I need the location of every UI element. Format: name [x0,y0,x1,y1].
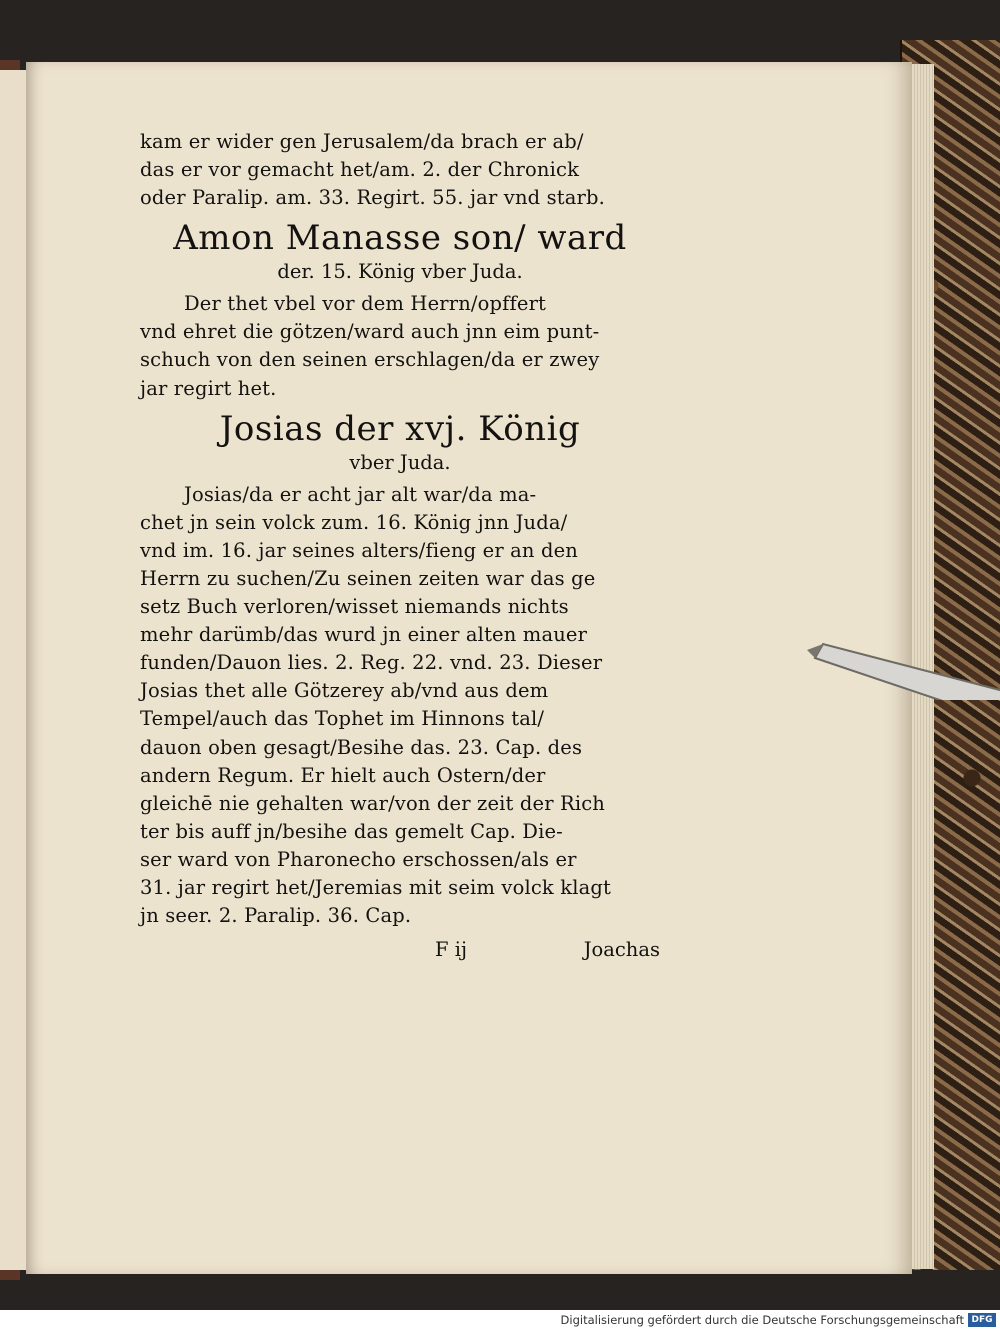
text-line: Josias thet alle Götzerey ab/vnd aus dem [140,679,549,703]
text-line: dauon oben gesagt/Besihe das. 23. Cap. des [140,735,583,759]
text-line: mehr darümb/das wurd jn einer alten mauer [140,623,588,647]
text-line: 31. jar regirt het/Jeremias mit seim volck klagt [140,875,611,899]
text-line: gleichē nie gehalten war/von der zeit der Rich [140,791,606,815]
text-line: Tempel/auch das Tophet im Hinnons tal/ [140,707,545,731]
text-line: ter bis auff jn/besihe das gemelt Cap. Die- [140,819,563,843]
section-heading: Amon Manasse son/ ward [173,218,627,259]
signature-line [140,936,660,964]
page-text [140,128,660,964]
pencil-pointer [805,640,1000,700]
footer-credit: Digitalisierung gefördert durch die Deutsche Forschungsgemeinschaft [560,1313,964,1327]
footer-bar [0,1310,1000,1331]
text-line: das er vor gemacht het/am. 2. der Chronick [140,158,580,182]
catchword: Joachas [583,938,660,962]
text-line: kam er wider gen Jerusalem/da brach er ab/ [140,130,584,153]
text-line: jn seer. 2. Paralip. 36. Cap. [140,904,412,928]
text-line: vnd im. 16. jar seines alters/fieng er an den [140,538,579,562]
text-line: jar regirt het. [140,376,277,400]
section-subheading: vber Juda. [349,450,451,474]
text-line: Herrn zu suchen/Zu seinen zeiten war das ge [140,566,596,590]
text-line: ser ward von Pharonecho erschossen/als er [140,847,577,871]
text-line: oder Paralip. am. 33. Regirt. 55. jar vnd starb. [140,186,606,210]
text-line: schuch von den seinen erschlagen/da er zwey [140,348,600,372]
text-line: Der thet vbel vor dem Herrn/opffert [184,292,547,316]
dfg-logo: DFG [968,1313,996,1327]
pencil-body [815,644,1000,700]
text-line: setz Buch verloren/wisset niemands nichts [140,595,569,619]
text-line: andern Regum. Er hielt auch Ostern/der [140,763,546,787]
text-line: vnd ehret die götzen/ward auch jnn eim punt- [140,320,600,344]
text-line: Josias/da er acht jar alt war/da ma- [184,482,537,506]
section-subheading: der. 15. König vber Juda. [277,260,523,284]
left-page-edge [0,70,28,1270]
signature-mark: F ij [435,938,468,962]
section-heading: Josias der xvj. König [219,408,581,449]
text-line: chet jn sein volck zum. 16. König jnn Juda/ [140,510,568,534]
text-line: funden/Dauon lies. 2. Reg. 22. vnd. 23. Dieser [140,651,603,675]
